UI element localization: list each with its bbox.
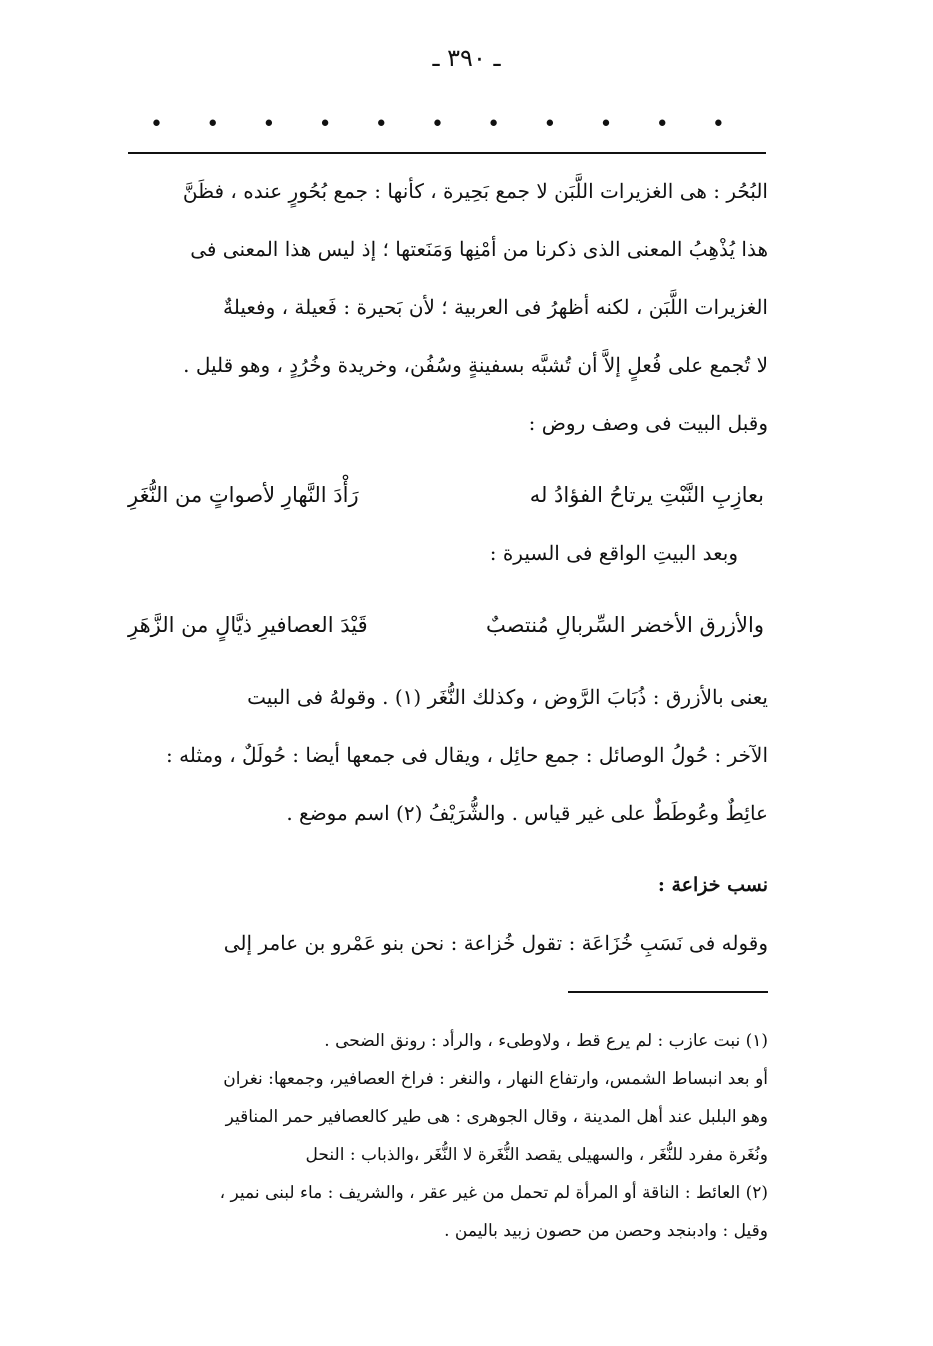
verse-intro: وبعد البيتِ الواقع فى السيرة : bbox=[489, 541, 738, 565]
spacer bbox=[118, 842, 768, 856]
main-text bbox=[118, 162, 768, 972]
verse-second-hemistich: رَأْدَ النَّهارِ لأصواتٍ من النُّغَرِ bbox=[128, 483, 359, 507]
section-heading: نسب خزاعة : bbox=[657, 874, 768, 896]
page-number: ـ ٣٩٠ ـ bbox=[432, 44, 501, 72]
verse-first-hemistich: والأزرق الأخضر السِّربالِ مُنتصبٌ bbox=[486, 613, 764, 637]
spacer bbox=[118, 582, 768, 596]
spacer bbox=[118, 654, 768, 668]
ornament-dot: • bbox=[599, 112, 613, 137]
footnote-line: وهو البلبل عند أهل المدينة ، وقال الجوهرى : هى طير كالعصافير حمر المناقير bbox=[225, 1107, 768, 1127]
verse-first-hemistich: بعازِبِ النَّبْتِ يرتاحُ الفؤادُ له bbox=[529, 483, 764, 507]
footnote-line: وقيل : وادبنجد وحصن من حصون زبيد باليمن . bbox=[444, 1221, 768, 1241]
ornament-dot: • bbox=[374, 112, 388, 137]
header-rule bbox=[128, 152, 766, 154]
text-line: هذا يُذْهِبُ المعنى الذى ذكرنا من أمْنِها وَمَنَعتها ؛ إذ ليس هذا المعنى فى bbox=[190, 237, 768, 261]
text-line: البُحُر : هى الغزيرات اللَّبَن لا جمع بَحِيرة ، كأنها : جمع بُحُورٍ عنده ، فظَنَّ bbox=[182, 179, 768, 203]
verse-line bbox=[118, 596, 768, 654]
ornament-dot: • bbox=[487, 112, 501, 137]
text-line: وقوله فى نَسَبِ خُزَاعَة : تقول خُزاعة : نحن بنو عَمْرو بن عامر إلى bbox=[223, 931, 768, 955]
footnote-rule bbox=[568, 991, 768, 993]
footnote-line: (٢) العائط : الناقة أو المرأة لم تحمل من غير عقر ، والشريف : ماء لبنى نمير ، bbox=[219, 1183, 768, 1203]
footnotes bbox=[118, 1022, 768, 1250]
footnote-line: أو بعد انبساط الشمس، وارتفاع النهار ، والنغر : فراخ العصافير، وجمعها: نغران bbox=[223, 1069, 768, 1089]
ornament-dot: • bbox=[430, 112, 444, 137]
spacer bbox=[118, 452, 768, 466]
footnote-line: (١) نبت عازب : لم يرع قط ، ولاوطىء ، والرأد : رونق الضحى . bbox=[324, 1031, 768, 1051]
text-line: الغزيرات اللَّبَن ، لكنه أظهرُ فى العربية ؛ لأن بَحيرة : فَعيلة ، وفعيلةٌ bbox=[223, 295, 768, 319]
ornament-dot: • bbox=[711, 112, 725, 137]
verse-second-hemistich: قَيْدَ العصافيرِ ذيَّالٍ من الزَّهَرِ bbox=[128, 613, 368, 637]
footnote-line: ونُغَرة مفرد للنُّغَر ، والسهيلى يقصد النُّغَرة لا النُّغَر ،والذباب : النحل bbox=[305, 1145, 768, 1165]
ornament-dot: • bbox=[262, 112, 276, 137]
ornament-dot: • bbox=[206, 112, 220, 137]
verse-line bbox=[118, 466, 768, 524]
ornament-dot: • bbox=[543, 112, 557, 137]
ornament-dot: • bbox=[655, 112, 669, 137]
text-line: يعنى بالأزرق : ذُبَابَ الرَّوض ، وكذلك النُّغَر (١) . وقولهُ فى البيت bbox=[247, 685, 768, 709]
text-line: لا تُجمع على فُعلٍ إلاَّ أن تُشبَّه بسفينةٍ وسُفُن، وخريدة وخُرُدٍ ، وهو قليل . bbox=[183, 353, 768, 377]
text-line: الآخر : حُولُ الوصائل : جمع حائِل ، ويقال فى جمعها أيضا : حُولَلٌ ، ومثله : bbox=[165, 743, 768, 767]
text-line: وقبل البيت فى وصف روض : bbox=[528, 411, 768, 435]
ornament-dot: • bbox=[150, 112, 163, 137]
ornament-dot: • bbox=[318, 112, 332, 137]
dotted-ornament bbox=[150, 112, 725, 137]
text-line: عائِطٌ وعُوطَطٌ على غير قياس . والشُّرَيْفُ (٢) اسم موضع . bbox=[286, 801, 768, 825]
